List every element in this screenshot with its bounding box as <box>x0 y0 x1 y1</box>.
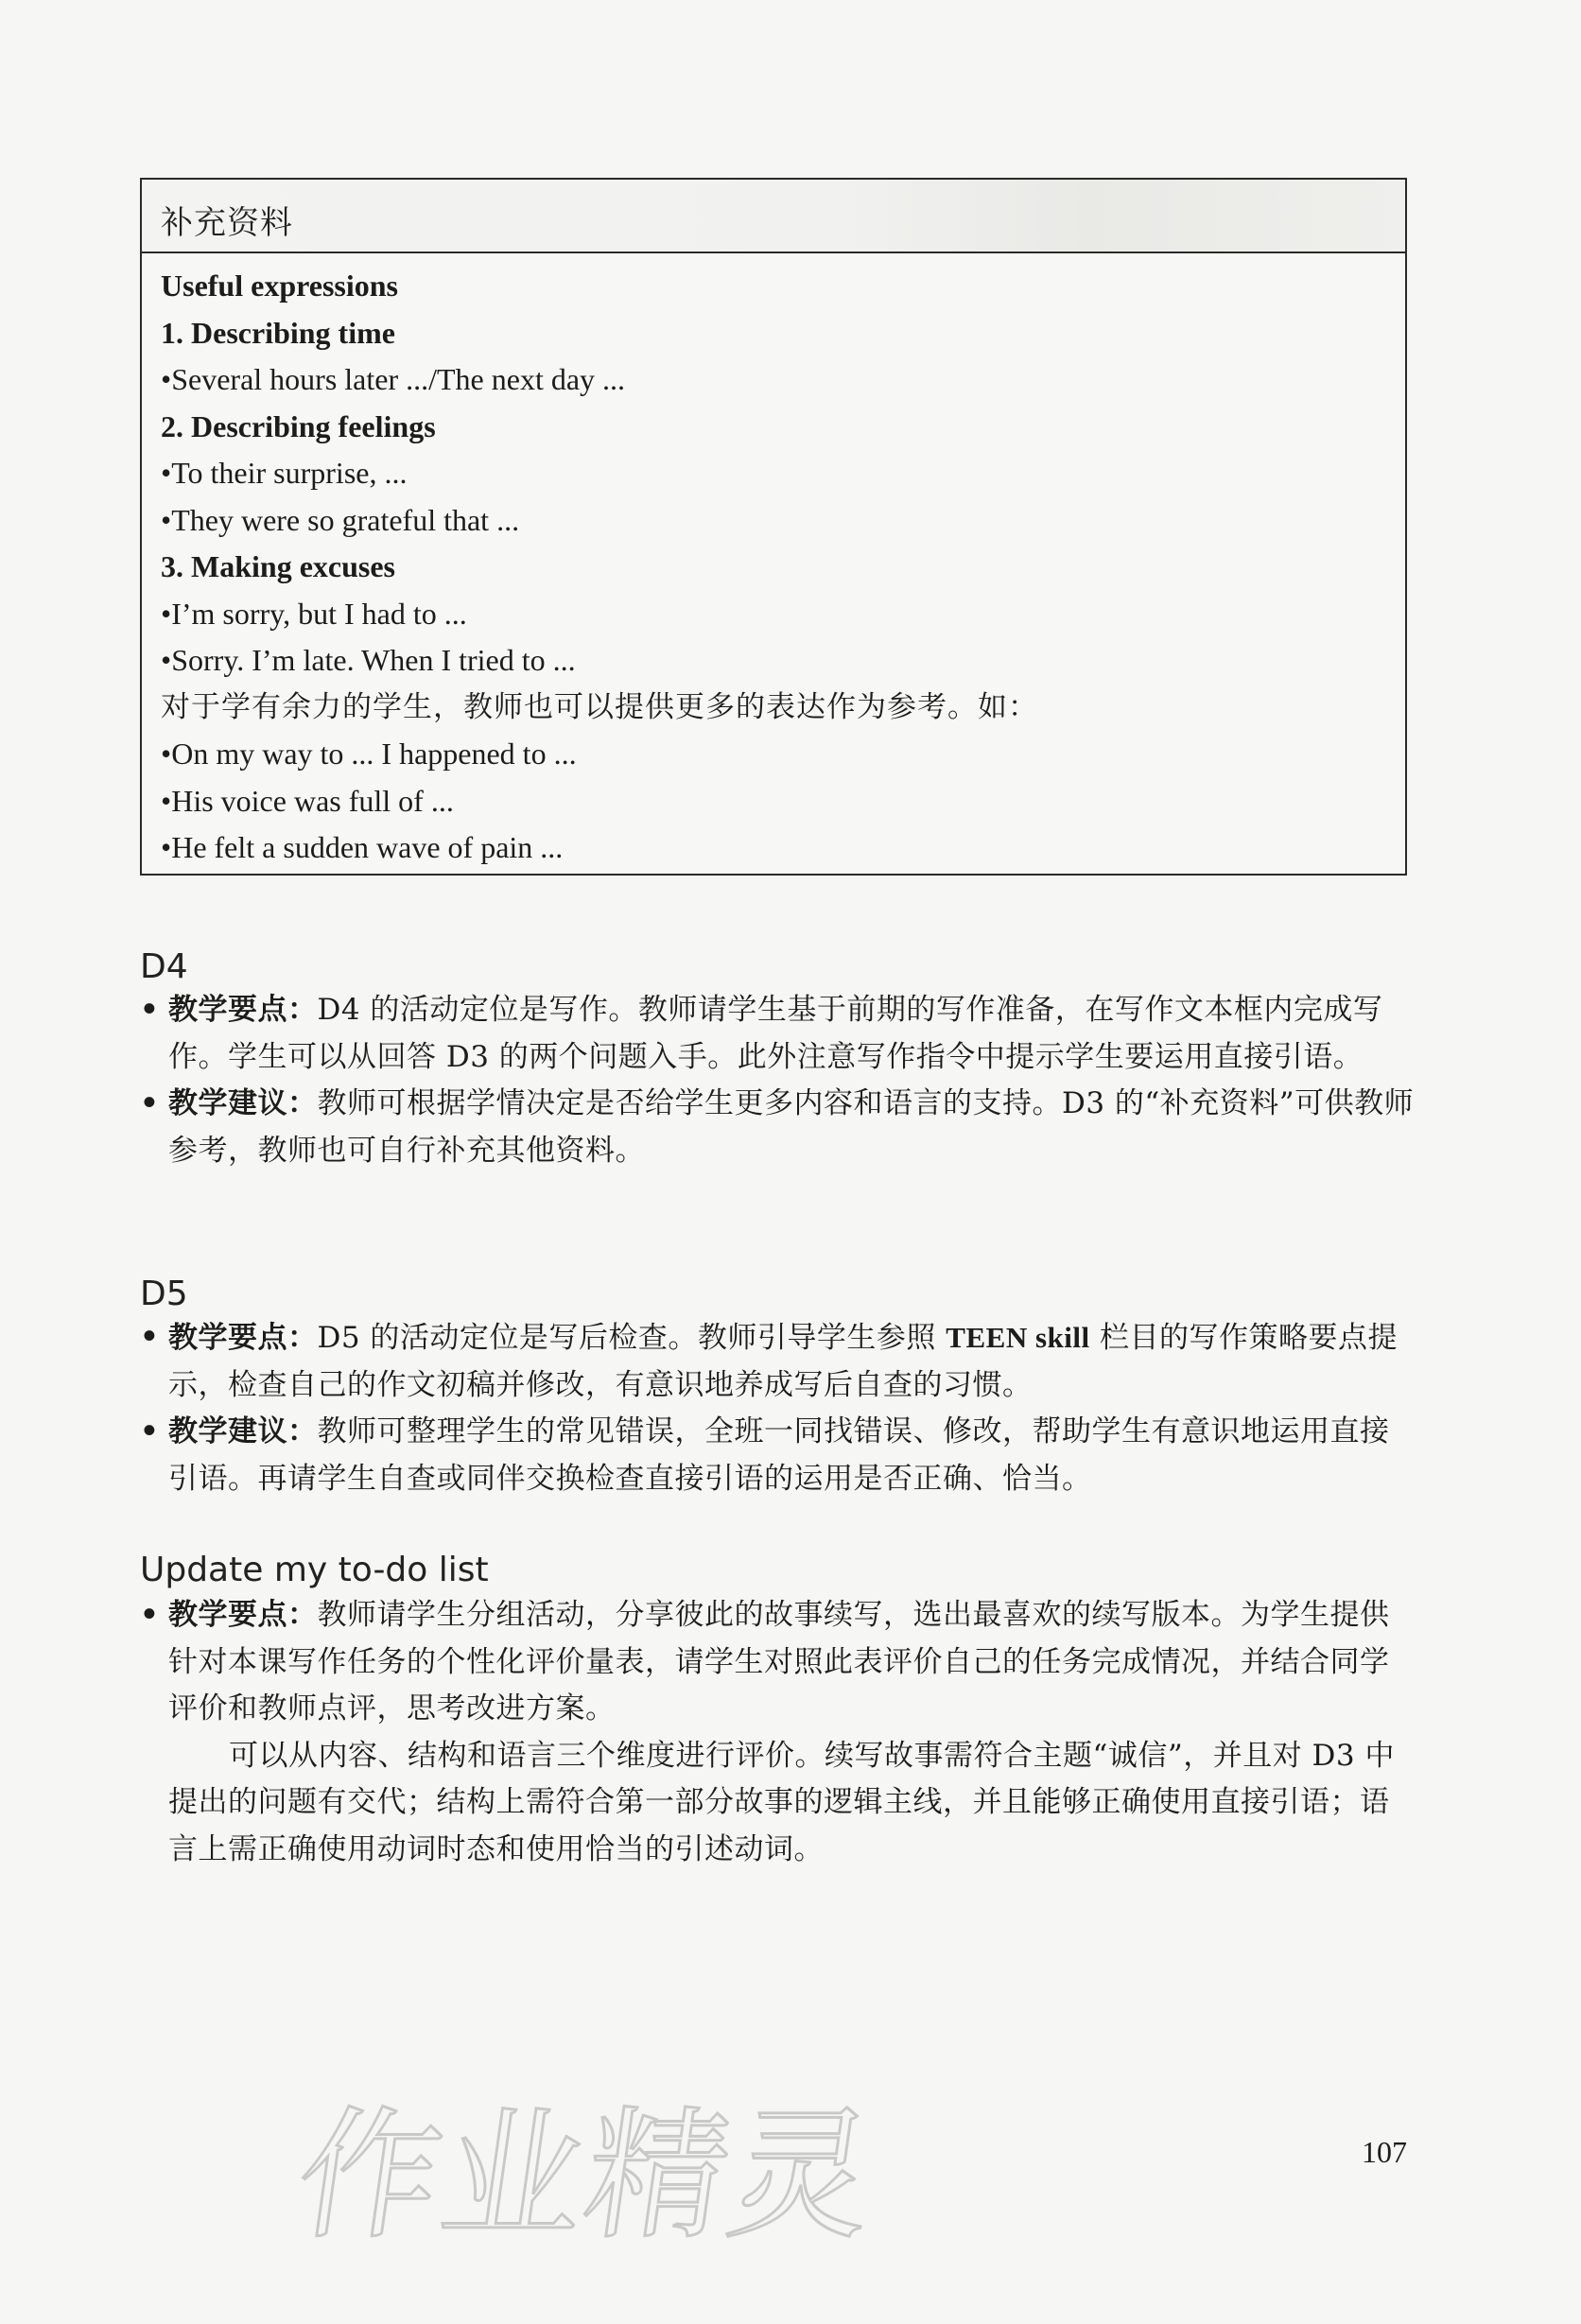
list-item: •On my way to ... I happened to ... <box>161 737 577 771</box>
d5-point-text-post: 栏目的写作策略要点提示，检查自己的作文初稿并修改，有意识地养成写后自查的习惯。 <box>168 1321 1398 1402</box>
list-item: •His voice was full of ... <box>161 783 454 818</box>
update-heading: Update my to-do list <box>140 1551 489 1589</box>
bullet-icon: • <box>140 1598 160 1632</box>
list-item: •They were so grateful that ... <box>161 502 520 537</box>
bullet-icon: • <box>161 502 172 537</box>
subheading-excuses: 3. Making excuses <box>161 549 395 583</box>
bullet-icon: • <box>161 596 172 631</box>
bullet-icon: • <box>161 783 172 818</box>
useful-expressions-heading: Useful expressions <box>161 269 398 303</box>
supplement-header <box>142 180 1405 253</box>
bullet-icon: • <box>161 643 172 677</box>
d5-teen-skill: TEEN skill <box>946 1321 1090 1354</box>
d5-point <box>140 1314 1416 1409</box>
bullet-icon: • <box>161 362 172 396</box>
d5-suggestion-text: 教师可整理学生的常见错误，全班一同找错误、修改，帮助学生有意识地运用直接引语。再请学生自查或同伴交换检查直接引语的运用是否正确、恰当。 <box>168 1414 1390 1496</box>
bullet-icon: • <box>140 1414 160 1448</box>
bullet-icon: • <box>140 993 160 1027</box>
bullet-icon: • <box>140 1086 160 1120</box>
d5-section <box>140 1314 1416 1502</box>
supplement-box <box>140 178 1407 876</box>
d4-suggestion-text: 教师可根据学情决定是否给学生更多内容和语言的支持。D3 的“补充资料”可供教师参考，教师也可自行补充其他资料。 <box>168 1086 1415 1168</box>
d4-point <box>140 987 1416 1081</box>
d5-point-text-pre: D5 的活动定位是写后检查。教师引导学生参照 <box>317 1321 947 1355</box>
d5-suggestion-label: 教学建议： <box>168 1414 318 1448</box>
bullet-icon: • <box>161 737 172 771</box>
d4-point-label: 教学要点： <box>168 993 318 1027</box>
subheading-time: 1. Describing time <box>161 315 395 350</box>
d4-heading: D4 <box>140 947 188 986</box>
update-point <box>140 1592 1416 1733</box>
d4-suggestion <box>140 1081 1416 1174</box>
update-section <box>140 1592 1416 1873</box>
d4-section <box>140 987 1416 1174</box>
d5-suggestion <box>140 1409 1416 1502</box>
supplement-title: 补充资料 <box>161 204 293 242</box>
d4-point-text: D4 的活动定位是写作。教师请学生基于前期的写作准备，在写作文本框内完成写作。学生可以从回答 D3 的两个问题入手。此外注意写作指令中提示学生要运用直接引语。 <box>168 993 1383 1074</box>
subheading-feelings: 2. Describing feelings <box>161 408 436 443</box>
list-item: •Sorry. I’m late. When I tried to ... <box>161 643 576 677</box>
update-point-text: 教师请学生分组活动，分享彼此的故事续写，选出最喜欢的续写版本。为学生提供针对本课写作任务的个性化评价量表，请学生对照此表评价自己的任务完成情况，并结合同学评价和教师点评，思考改进方案。 <box>168 1598 1390 1726</box>
update-paragraph: 可以从内容、结构和语言三个维度进行评价。续写故事需符合主题“诚信”，并且对 D3 中提出的问题有交代；结构上需符合第一部分故事的逻辑主线，并且能够正确使用直接引语；语言上需正确使用动词时态和使用恰当的引述动词。 <box>168 1738 1395 1866</box>
watermark-logo: 作业精灵 <box>287 2094 886 2259</box>
bullet-icon: • <box>161 830 172 864</box>
d5-point-label: 教学要点： <box>168 1321 318 1355</box>
supplement-note: 对于学有余力的学生，教师也可以提供更多的表达作为参考。如： <box>161 689 1038 724</box>
d4-suggestion-label: 教学建议： <box>168 1086 318 1120</box>
list-item: •I’m sorry, but I had to ... <box>161 596 467 631</box>
list-item: •Several hours later .../The next day ... <box>161 362 626 396</box>
supplement-body <box>142 253 1405 872</box>
list-item: •To their surprise, ... <box>161 456 408 490</box>
update-point-label: 教学要点： <box>168 1598 318 1632</box>
list-item: •He felt a sudden wave of pain ... <box>161 830 564 864</box>
bullet-icon: • <box>140 1320 160 1354</box>
page-number: 107 <box>1362 2135 1407 2169</box>
d5-heading: D5 <box>140 1275 188 1313</box>
bullet-icon: • <box>161 456 172 490</box>
